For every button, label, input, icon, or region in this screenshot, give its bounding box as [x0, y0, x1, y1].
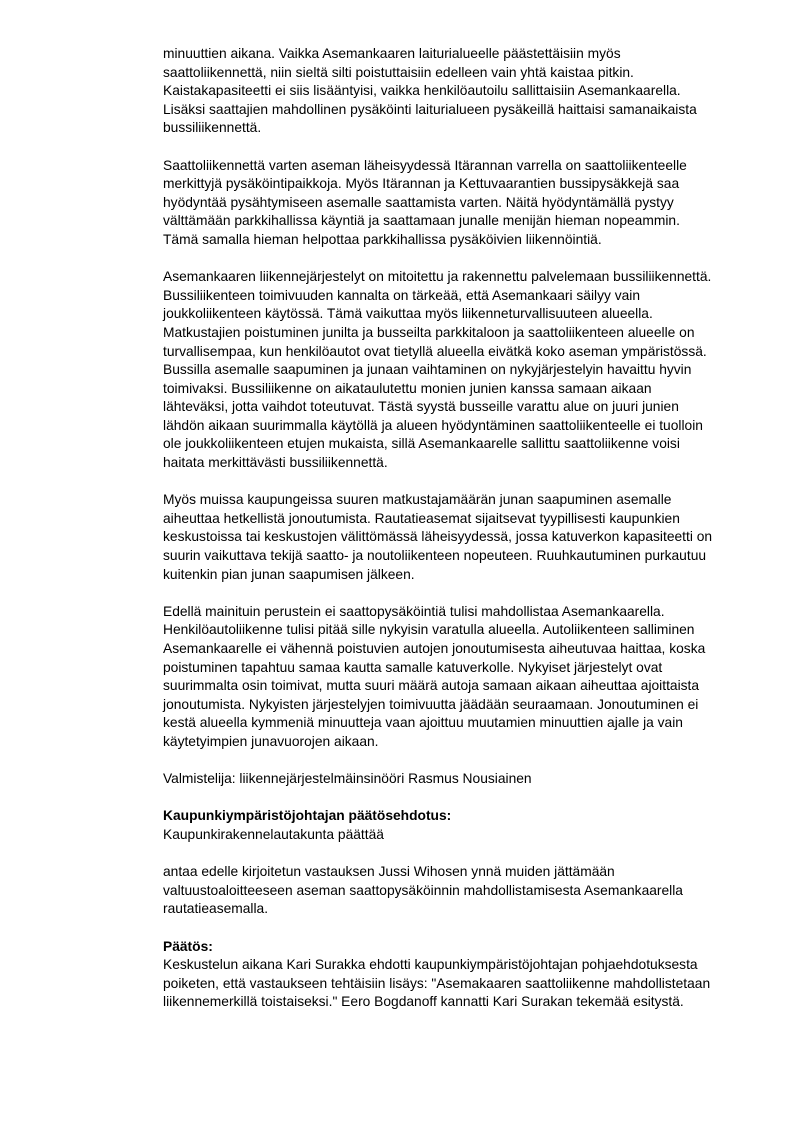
paragraph-board-decides: Kaupunkirakennelautakunta päättää: [163, 826, 384, 842]
paragraph-saattoliikenne-parking: Saattoliikennettä varten aseman läheisyydessä Itärannan varrella on saattoliikenteelle merkittyjä pysäköintipaikkoja. Myös Itärannan ja Kettuvaarantien bussipysäkkejä saa hyödyntää pysähtymiseen asemalle saattamista varten. Näitä hyödyntämällä pystyy välttämään parkkihallissa käyntiä ja saattamaan junalle menijän hieman nopeammin. Tämä samalla hieman helpottaa parkkihallissa pysäköivien liikennöintiä.: [163, 157, 687, 247]
heading-decision-proposal: Kaupunkiympäristöjohtajan päätösehdotus:: [163, 808, 452, 824]
document-body: [163, 45, 717, 1012]
preparer-line: Valmistelija: liikennejärjestelmäinsinööri Rasmus Nousiainen: [163, 771, 532, 787]
paragraph-response-to-initiative: antaa edelle kirjoitetun vastauksen Jussi Wihosen ynnä muiden jättämään valtuustoaloitteeseen aseman saattopysäköinnin mahdollistamisesta Asemankaarella rautatieasemalla.: [163, 864, 683, 917]
paragraph-other-cities: Myös muissa kaupungeissa suuren matkustajamäärän junan saapuminen asemalle aiheuttaa hetkellistä jonoutumista. Rautatieasemat sijaitsevat tyypillisesti kaupunkien keskustoissa tai keskustojen välittömässä läheisyydessä, jossa katuverkon kapasiteetti on suurin vaikuttava tekijä saatto- ja noutoliikenteen nopeuteen. Ruuhkautuminen purkautuu kuitenkin pian junan saapumisen jälkeen.: [163, 492, 713, 582]
paragraph-conclusion: Edellä mainituin perustein ei saattopysäköintiä tulisi mahdollistaa Asemankaarella. Henkilöautoliikenne tulisi pitää sille nykyisin varatulla alueella. Autoliikenteen salliminen Asemankaarelle ei vähennä poistuvien autojen jonoutumisesta aiheutuvaa haittaa, koska poistuminen tapahtuu samaa kautta samalle katuverkolle. Nykyiset järjestelyt ovat suurimmalta osin toimivat, mutta suuri määrä autoja samaan aikaan aiheuttaa ajoittaista jonoutumista. Nykyisten järjestelyjen toimivuutta jäädään seuraamaan. Jonoutuminen ei kestä alueella kymmeniä minuutteja vaan ajoittuu muutamien minuuttien ajalle ja vain käytetyimpien junavuorojen aikaan.: [163, 603, 706, 749]
paragraph-asemankaari-bus-traffic: Asemankaaren liikennejärjestelyt on mitoitettu ja rakennettu palvelemaan bussiliikennettä. Bussiliikenteen toimivuuden kannalta on tärkeää, että Asemankaari säilyy vain joukkoliikenteen käytössä. Tämä vaikuttaa myös liikenneturvallisuuteen alueella. Matkustajien poistuminen junilta ja busseilta parkkitaloon ja saattoliikenteen alueelle on turvallisempaa, kun henkilöautot ovat tietyllä alueella eivätkä koko aseman ympäristössä. Bussilla asemalle saapuminen ja junaan vaihtaminen on nykyjärjestelyin havaittu hyvin toimivaksi. Bussiliikenne on aikataulutettu monien junien kanssa samaan aikaan lähteväksi, jotta vaihdot toteutuvat. Tästä syystä busseille varattu alue on juuri junien lähdön aikaan suurimmalla käytöllä ja alueen hyödyntäminen saattoliikenteelle ei tuolloin ole joukkoliikenteen etujen mukaista, sillä Asemankaarelle sallittu saattoliikenne voisi haitata merkittävästi bussiliikennettä.: [163, 269, 712, 471]
heading-decision: Päätös:: [163, 938, 213, 954]
paragraph-continuation: minuuttien aikana. Vaikka Asemankaaren laiturialueelle päästettäisiin myös saattoliikennettä, niin sieltä silti poistuttaisiin edelleen vain yhtä kaistaa pitkin. Kaistakapasiteetti ei siis lisääntyisi, vaikka henkilöautoilu sallittaisiin Asemankaarella. Lisäksi saattajien mahdollinen pysäköinti laiturialueen pysäkeillä haittaisi samanaikaista bussiliikennettä.: [163, 46, 697, 136]
paragraph-decision-discussion: Keskustelun aikana Kari Surakka ehdotti kaupunkiympäristöjohtajan pohjaehdotuksesta poiketen, että vastaukseen tehtäisiin lisäys: "Asemakaaren saattoliikenne mahdollistetaan liikennemerkillä toistaiseksi." Eero Bogdanoff kannatti Kari Surakan tekemää esitystä.: [163, 957, 711, 1010]
